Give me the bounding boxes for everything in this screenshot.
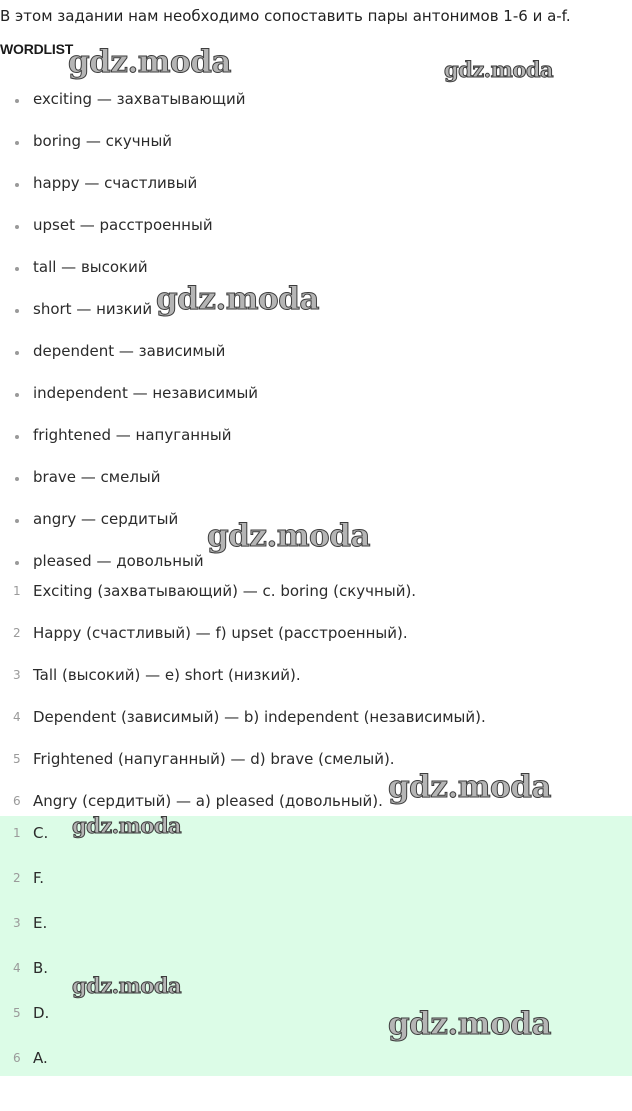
bullet-icon: [15, 351, 19, 355]
bullet-icon: [15, 477, 19, 481]
answer-box: 1 C. 2 F. 3 E. 4 B. 5 D. 6 A.: [0, 816, 632, 1076]
wordlist-title: WORDLIST: [0, 41, 74, 57]
watermark: gdz.moda: [444, 57, 554, 82]
bullet-icon: [15, 309, 19, 313]
intro-text: В этом задании нам необходимо сопоставить пары антонимов 1-6 и a-f.: [0, 7, 571, 25]
watermark: gdz.moda: [207, 518, 370, 554]
bullet-icon: [15, 561, 19, 565]
bullet-icon: [15, 141, 19, 145]
watermark: gdz.moda: [388, 1006, 551, 1042]
watermark: gdz.moda: [72, 813, 182, 838]
bullet-icon: [15, 183, 19, 187]
bullet-icon: [15, 267, 19, 271]
watermark: gdz.moda: [68, 44, 231, 80]
watermark: gdz.moda: [156, 281, 319, 317]
bullet-icon: [15, 519, 19, 523]
watermark: gdz.moda: [388, 769, 551, 805]
bullet-icon: [15, 225, 19, 229]
bullet-icon: [15, 393, 19, 397]
bullet-icon: [15, 435, 19, 439]
bullet-icon: [15, 99, 19, 103]
watermark: gdz.moda: [72, 973, 182, 998]
